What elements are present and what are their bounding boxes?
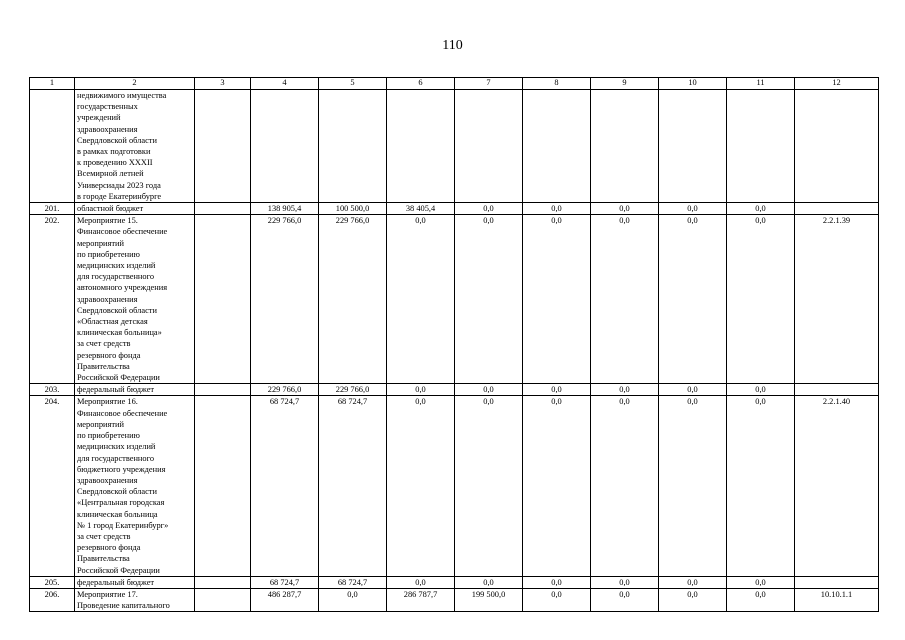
cell-c7: 0,0: [455, 396, 523, 576]
row-description: [75, 203, 195, 215]
cell-c11: 0,0: [727, 384, 795, 396]
column-header-1: 1: [30, 78, 75, 90]
description-line: мероприятий: [77, 419, 125, 429]
table-row: [30, 215, 879, 384]
cell-c7: 0,0: [455, 576, 523, 588]
cell-c3: [195, 203, 251, 215]
description-line: Универсиады 2023 года: [77, 180, 161, 190]
description-line: к проведению XXXII: [77, 158, 153, 168]
row-description: [75, 396, 195, 576]
row-description: [75, 384, 195, 396]
description-line: учреждений: [77, 113, 121, 123]
cell-c9: [591, 90, 659, 203]
row-number: 201.: [30, 203, 75, 215]
cell-c8: 0,0: [523, 215, 591, 384]
program-table: [29, 77, 879, 612]
table-row: [30, 576, 879, 588]
description-line: Проведение капитального: [77, 601, 170, 611]
cell-c10: 0,0: [659, 396, 727, 576]
table-row: [30, 203, 879, 215]
description-line: резервного фонда: [77, 350, 141, 360]
cell-c11: 0,0: [727, 396, 795, 576]
cell-c9: 0,0: [591, 576, 659, 588]
cell-c11: [727, 90, 795, 203]
cell-c4: 229 766,0: [251, 384, 319, 396]
description-line: за счет средств: [77, 531, 131, 541]
description-line: Мероприятие 17.: [77, 589, 138, 599]
description-line: мероприятий: [77, 238, 125, 248]
cell-c6: 286 787,7: [387, 588, 455, 611]
cell-c10: 0,0: [659, 203, 727, 215]
header-row: [30, 78, 879, 90]
column-header-12: 12: [795, 78, 879, 90]
row-number: 206.: [30, 588, 75, 611]
description-line: «Центральная городская: [77, 498, 165, 508]
description-line: Свердловской области: [77, 487, 157, 497]
cell-c10: 0,0: [659, 588, 727, 611]
description-line: № 1 город Екатеринбург»: [77, 520, 169, 530]
cell-c7: 199 500,0: [455, 588, 523, 611]
cell-c6: 0,0: [387, 215, 455, 384]
description-line: в рамках подготовки: [77, 147, 151, 157]
description-line: федеральный бюджет: [77, 577, 155, 587]
column-header-10: 10: [659, 78, 727, 90]
row-number: [30, 90, 75, 203]
row-description: [75, 90, 195, 203]
cell-c5: 229 766,0: [319, 384, 387, 396]
page-number: 110: [442, 38, 463, 53]
table-row: [30, 588, 879, 611]
cell-c8: 0,0: [523, 384, 591, 396]
cell-c10: [659, 90, 727, 203]
cell-c7: 0,0: [455, 215, 523, 384]
cell-c11: 0,0: [727, 576, 795, 588]
cell-c3: [195, 215, 251, 384]
cell-c4: 68 724,7: [251, 576, 319, 588]
cell-c9: 0,0: [591, 203, 659, 215]
cell-c12: [795, 384, 879, 396]
cell-c12: [795, 90, 879, 203]
description-line: Свердловской области: [77, 135, 157, 145]
cell-c4: [251, 90, 319, 203]
description-line: клиническая больница: [77, 509, 158, 519]
description-line: здравоохранения: [77, 124, 138, 134]
description-line: бюджетного учреждения: [77, 464, 166, 474]
cell-c11: 0,0: [727, 203, 795, 215]
cell-c12: 2.2.1.40: [795, 396, 879, 576]
description-line: медицинских изделий: [77, 442, 156, 452]
cell-c5: 100 500,0: [319, 203, 387, 215]
cell-c4: 68 724,7: [251, 396, 319, 576]
column-header-6: 6: [387, 78, 455, 90]
cell-c5: 229 766,0: [319, 215, 387, 384]
cell-c7: [455, 90, 523, 203]
column-header-3: 3: [195, 78, 251, 90]
description-line: Российской Федерации: [77, 373, 160, 383]
cell-c10: 0,0: [659, 215, 727, 384]
table-row: [30, 90, 879, 203]
description-line: клиническая больница»: [77, 328, 162, 338]
description-line: Финансовое обеспечение: [77, 408, 168, 418]
column-header-2: 2: [75, 78, 195, 90]
cell-c12: 10.10.1.1: [795, 588, 879, 611]
column-header-4: 4: [251, 78, 319, 90]
description-line: здравоохранения: [77, 475, 138, 485]
cell-c11: 0,0: [727, 215, 795, 384]
row-description: [75, 215, 195, 384]
description-line: автономного учреждения: [77, 283, 168, 293]
column-header-8: 8: [523, 78, 591, 90]
description-line: здравоохранения: [77, 294, 138, 304]
cell-c5: 0,0: [319, 588, 387, 611]
description-line: для государственного: [77, 272, 155, 282]
cell-c9: 0,0: [591, 396, 659, 576]
cell-c7: 0,0: [455, 384, 523, 396]
row-description: [75, 576, 195, 588]
description-line: Свердловской области: [77, 305, 157, 315]
description-line: по приобретению: [77, 431, 140, 441]
table-row: [30, 396, 879, 576]
cell-c6: 38 405,4: [387, 203, 455, 215]
cell-c4: 138 905,4: [251, 203, 319, 215]
column-header-5: 5: [319, 78, 387, 90]
column-header-7: 7: [455, 78, 523, 90]
cell-c3: [195, 396, 251, 576]
cell-c9: 0,0: [591, 215, 659, 384]
cell-c8: 0,0: [523, 588, 591, 611]
cell-c12: [795, 203, 879, 215]
description-line: Российской Федерации: [77, 565, 160, 575]
cell-c5: 68 724,7: [319, 396, 387, 576]
cell-c12: 2.2.1.39: [795, 215, 879, 384]
cell-c9: 0,0: [591, 384, 659, 396]
description-line: Всемирной летней: [77, 169, 144, 179]
cell-c7: 0,0: [455, 203, 523, 215]
description-line: медицинских изделий: [77, 261, 156, 271]
description-line: для государственного: [77, 453, 155, 463]
description-line: в городе Екатеринбурге: [77, 191, 162, 201]
row-description: [75, 588, 195, 611]
cell-c12: [795, 576, 879, 588]
cell-c3: [195, 588, 251, 611]
row-number: 203.: [30, 384, 75, 396]
cell-c3: [195, 576, 251, 588]
cell-c6: 0,0: [387, 576, 455, 588]
description-line: Правительства: [77, 361, 130, 371]
cell-c5: [319, 90, 387, 203]
cell-c3: [195, 384, 251, 396]
row-number: 202.: [30, 215, 75, 384]
cell-c8: 0,0: [523, 203, 591, 215]
row-number: 205.: [30, 576, 75, 588]
description-line: Финансовое обеспечение: [77, 227, 168, 237]
column-header-11: 11: [727, 78, 795, 90]
description-line: областной бюджет: [77, 204, 144, 214]
cell-c4: 486 287,7: [251, 588, 319, 611]
cell-c6: 0,0: [387, 396, 455, 576]
cell-c5: 68 724,7: [319, 576, 387, 588]
description-line: государственных: [77, 102, 138, 112]
cell-c10: 0,0: [659, 576, 727, 588]
cell-c8: 0,0: [523, 576, 591, 588]
description-line: Мероприятие 15.: [77, 216, 138, 226]
cell-c3: [195, 90, 251, 203]
description-line: Правительства: [77, 554, 130, 564]
cell-c11: 0,0: [727, 588, 795, 611]
cell-c10: 0,0: [659, 384, 727, 396]
description-line: по приобретению: [77, 249, 140, 259]
table-body: [30, 90, 879, 612]
cell-c4: 229 766,0: [251, 215, 319, 384]
description-line: резервного фонда: [77, 543, 141, 553]
description-line: федеральный бюджет: [77, 385, 155, 395]
cell-c9: 0,0: [591, 588, 659, 611]
row-number: 204.: [30, 396, 75, 576]
cell-c6: 0,0: [387, 384, 455, 396]
cell-c8: 0,0: [523, 396, 591, 576]
description-line: Мероприятие 16.: [77, 397, 138, 407]
description-line: за счет средств: [77, 339, 131, 349]
cell-c8: [523, 90, 591, 203]
table-row: [30, 384, 879, 396]
column-header-9: 9: [591, 78, 659, 90]
description-line: недвижимого имущества: [77, 91, 167, 100]
cell-c6: [387, 90, 455, 203]
description-line: «Областная детская: [77, 317, 148, 327]
